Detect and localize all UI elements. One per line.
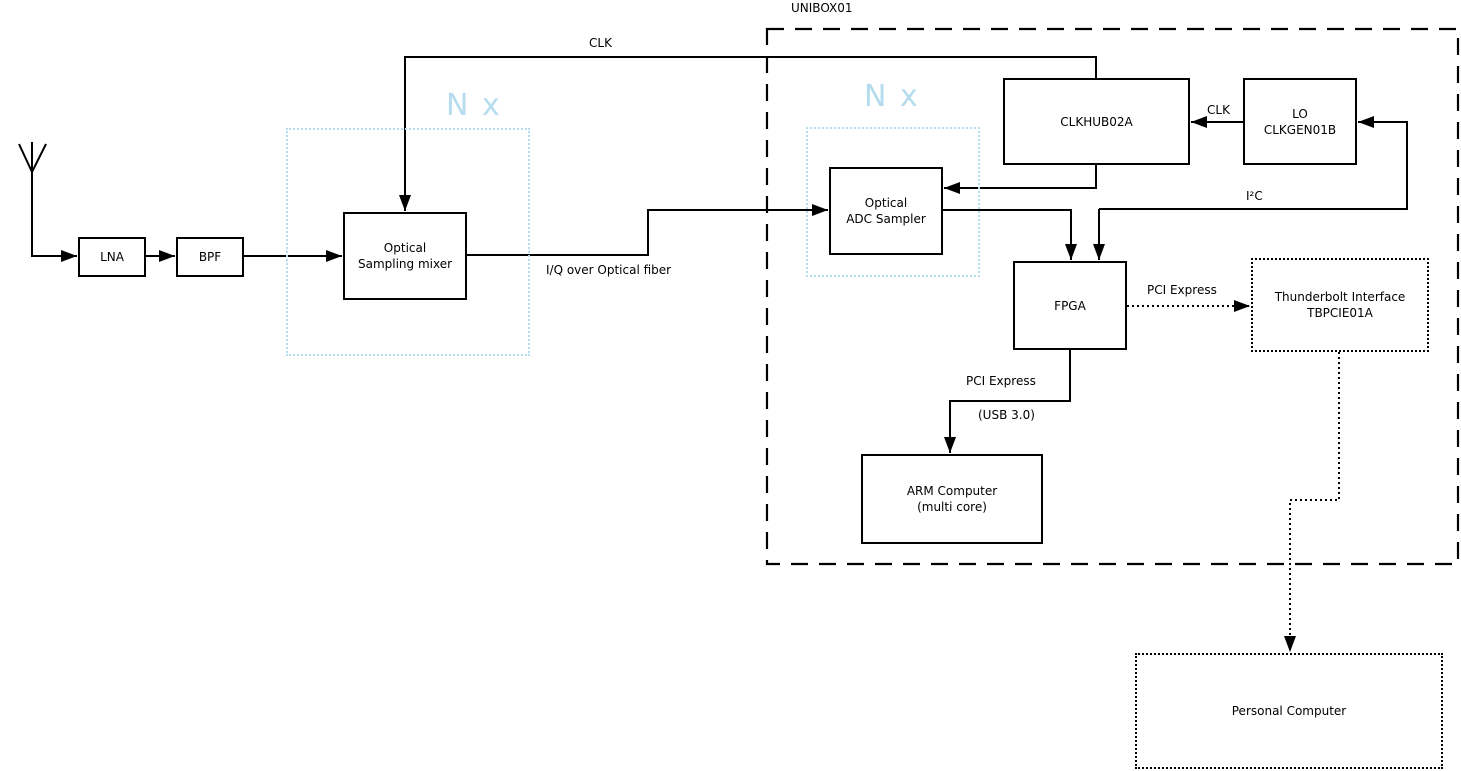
arm-label-line1: ARM Computer: [906, 484, 998, 498]
mixer-label-line1: Optical: [383, 241, 427, 255]
wire-fpga-to-arm: [950, 350, 1070, 453]
adc-label-line1: Optical: [864, 196, 908, 210]
lo-label-line2: CLKGEN01B: [1263, 122, 1337, 137]
nx-badge-mixer: N x: [446, 88, 502, 123]
thunderbolt-interface-block: [1251, 258, 1429, 352]
clk-lo-label: CLK: [1207, 103, 1230, 117]
lna-label: LNA: [100, 250, 124, 264]
bpf-label: BPF: [198, 250, 222, 264]
pci-express-tb-label: PCI Express: [1147, 283, 1217, 297]
pci-express-arm-label: PCI Express: [966, 374, 1036, 388]
wire-thunderbolt-to-pc: [1290, 352, 1339, 652]
optical-sampling-mixer-block: [343, 212, 467, 300]
lo-clkgen-block: [1243, 78, 1357, 165]
mixer-label-line2: Sampling mixer: [357, 257, 453, 271]
optical-adc-sampler-block: [829, 167, 943, 255]
arm-label-line2: (multi core): [917, 500, 987, 514]
thunderbolt-label-line2: TBPCIE01A: [1307, 306, 1373, 320]
arm-computer-block: [861, 454, 1043, 544]
pc-label: Personal Computer: [1231, 704, 1347, 718]
unibox-label: UNIBOX01: [791, 1, 853, 15]
adc-label-line2: ADC Sampler: [846, 212, 926, 226]
clkhub-block: [1003, 78, 1190, 165]
personal-computer-block: [1135, 653, 1443, 769]
thunderbolt-label-line1: Thunderbolt Interface: [1274, 290, 1406, 304]
nx-badge-adc: N x: [864, 79, 920, 114]
i2c-label: I²C: [1246, 189, 1263, 203]
lo-label-line1: LO: [1292, 106, 1308, 121]
fpga-label: FPGA: [1054, 298, 1086, 313]
clk-top-label: CLK: [589, 36, 612, 50]
iq-fiber-label: I/Q over Optical fiber: [546, 263, 672, 277]
lna-block: [78, 237, 146, 277]
clkhub-label: CLKHUB02A: [1060, 114, 1133, 129]
fpga-block: [1013, 261, 1127, 350]
bpf-block: [176, 237, 244, 277]
usb-label: (USB 3.0): [978, 408, 1035, 422]
